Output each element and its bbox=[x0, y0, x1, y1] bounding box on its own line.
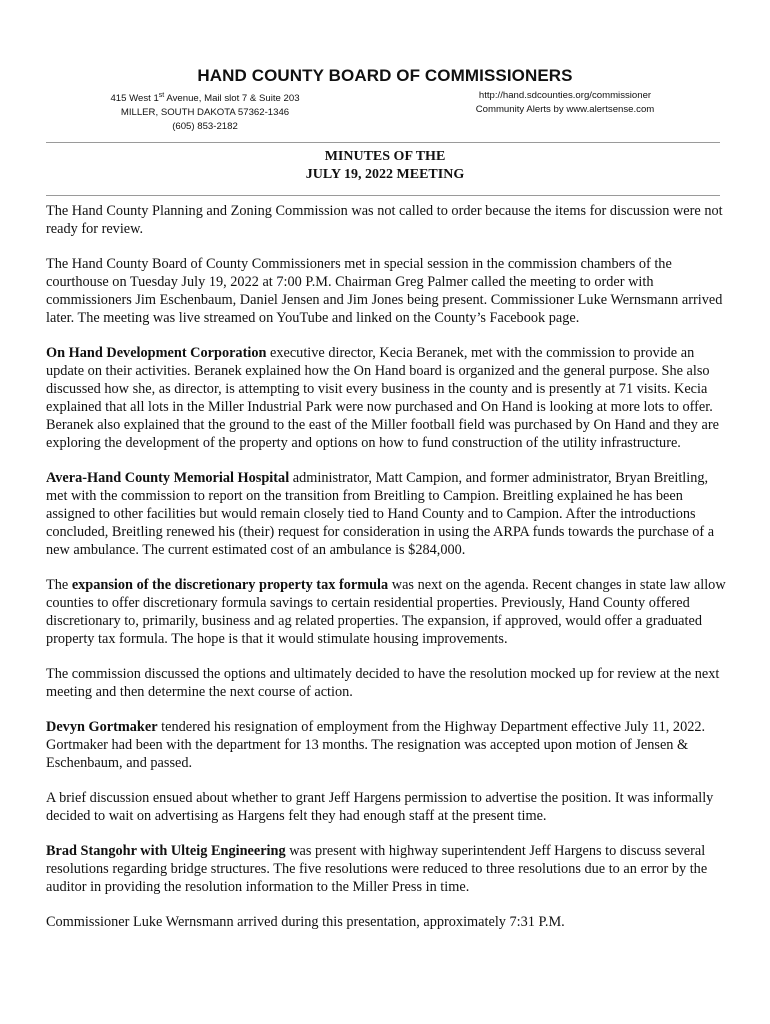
paragraph-resignation: Devyn Gortmaker tendered his resignation of employment from the Highway Department effective July 11, 2022. Gortmaker had been with the department for 13 months. The resignation was accepted upon motion of Jensen & Eschenbaum, and passed. bbox=[46, 719, 706, 771]
ulteig-heading: Brad Stangohr with Ulteig Engineering bbox=[46, 843, 286, 859]
hospital-heading: Avera-Hand County Memorial Hospital bbox=[46, 470, 290, 486]
divider-top bbox=[46, 142, 720, 143]
on-hand-heading: On Hand Development Corporation bbox=[46, 345, 267, 361]
paragraph-resolution: The commission discussed the options and ultimately decided to have the resolution mocked up for review at the next meeting and then determine the next course of action. bbox=[46, 666, 720, 700]
community-alerts: Community Alerts by www.alertsense.com bbox=[475, 104, 655, 115]
paragraph-ulteig: Brad Stangohr with Ulteig Engineering was present with highway superintendent Jeff Hargens to discuss several resolutions regarding bridge structures. The five resolutions were reduced to three resolutions due to an error by the auditor in providing the resolution information to the Miller Press in time. bbox=[46, 843, 708, 895]
website-link[interactable]: http://hand.sdcounties.org/commissioner bbox=[478, 90, 652, 101]
address-line-1: 415 West 1st Avenue, Mail slot 7 & Suite 203 bbox=[110, 92, 300, 105]
minutes-body bbox=[46, 202, 726, 948]
minutes-heading-line-1: MINUTES OF THE bbox=[324, 149, 446, 164]
paragraph-hospital: Avera-Hand County Memorial Hospital administrator, Matt Campion, and former administrator, Bryan Breitling, met with the commission to report on the transition from Breitling to Campion. Breitling explained he has been assigned to other facilities but would remain closely tied to Hand County and to Campion. After the introductions concluded, Breitling renewed his (their) request for consideration in using the ARPA funds towards the purchase of a new ambulance. The current estimated cost of an ambulance is $284,000. bbox=[46, 470, 715, 558]
minutes-heading-line-2: JULY 19, 2022 MEETING bbox=[305, 167, 465, 182]
paragraph-planning-zoning: The Hand County Planning and Zoning Commission was not called to order because the items for discussion were not ready for review. bbox=[46, 203, 723, 237]
paragraph-call-to-order: The Hand County Board of County Commissioners met in special session in the commission chambers of the courthouse on Tuesday July 19, 2022 at 7:00 P.M. Chairman Greg Palmer called the meeting to order with commissioners Jim Eschenbaum, Daniel Jensen and Jim Jones being present. Commissioner Luke Wernsmann arrived later. The meeting was live streamed on YouTube and linked on the County’s Facebook page. bbox=[46, 256, 723, 326]
divider-bottom bbox=[46, 195, 720, 196]
paragraph-tax-formula: The expansion of the discretionary property tax formula was next on the agenda. Recent changes in state law allow counties to offer discretionary formula savings to certain residential properties. Previously, Hand County offered discretionary to, primarily, business and ag related properties. The expansion, if approved, would offer a graduated property tax formula. The hope is that it would stimulate housing improvements. bbox=[46, 577, 726, 647]
paragraph-advertise: A brief discussion ensued about whether to grant Jeff Hargens permission to advertise the position. It was informally decided to wait on advertising as Hargens felt they had enough staff at the present time. bbox=[46, 790, 714, 824]
letterhead-web bbox=[440, 89, 690, 117]
paragraph-on-hand: On Hand Development Corporation executive director, Kecia Beranek, met with the commission to provide an update on their activities. Beranek explained how the On Hand board is organized and the general purpose. She also discussed how she, as director, is attempting to visit every business in the county and is presently at 71 visits. Kecia explained that all lots in the Miller Industrial Park were now purchased and On Hand is looking at more lots to offer. Beranek also explained that the ground to the east of the Miller football field was purchased by On Hand and they are exploring the development of the property and options on how to fund construction of the utility infrastructure. bbox=[46, 345, 719, 451]
letterhead-address bbox=[70, 89, 340, 134]
phone-number: (605) 853-2182 bbox=[172, 121, 238, 133]
tax-formula-heading: expansion of the discretionary property tax formula bbox=[71, 577, 389, 593]
paragraph-wernsmann: Commissioner Luke Wernsmann arrived during this presentation, approximately 7:31 P.M. bbox=[46, 914, 565, 930]
minutes-heading bbox=[0, 148, 770, 184]
address-line-2: MILLER, SOUTH DAKOTA 57362-1346 bbox=[120, 107, 290, 119]
gortmaker-heading: Devyn Gortmaker bbox=[46, 719, 158, 735]
letterhead-title: HAND COUNTY BOARD OF COMMISSIONERS bbox=[197, 66, 573, 85]
